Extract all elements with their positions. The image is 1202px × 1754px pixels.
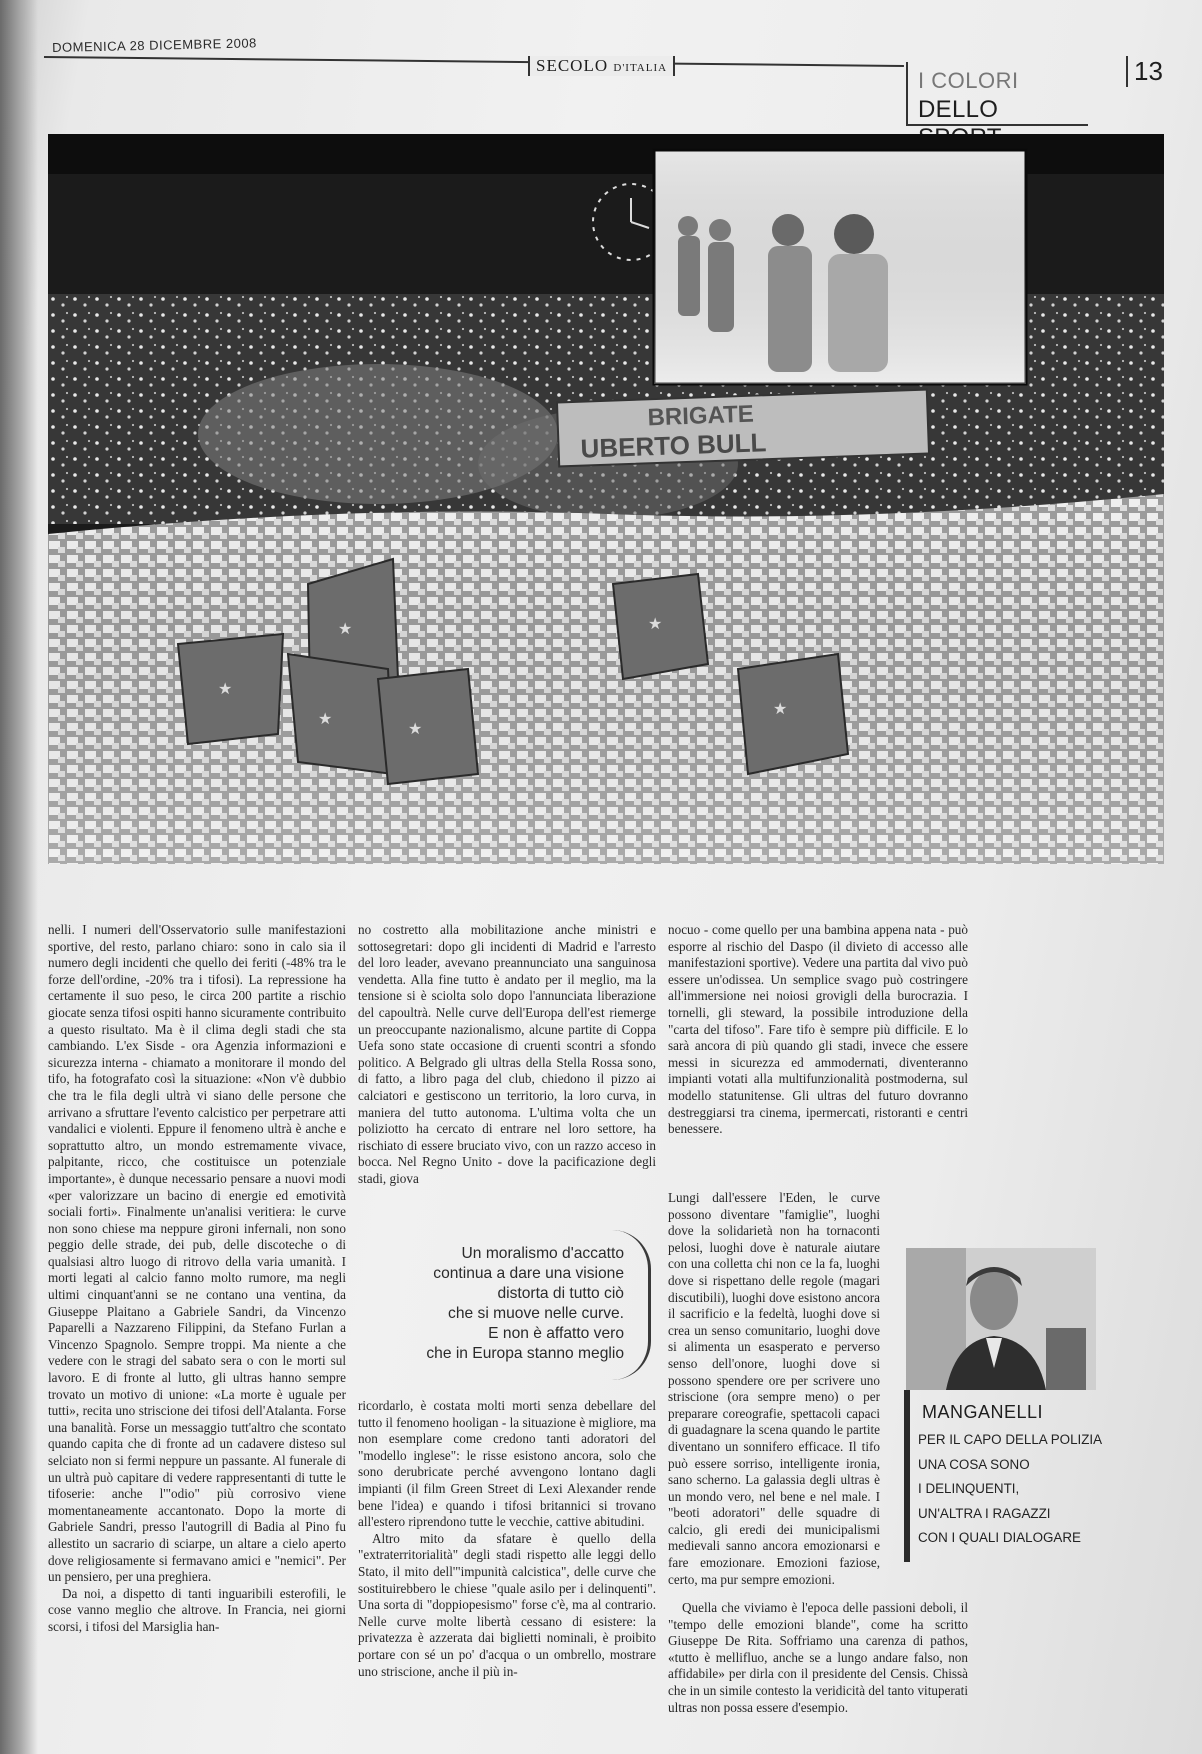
banner-line2: UBERTO BULL: [580, 427, 767, 464]
svg-text:★: ★: [338, 619, 353, 638]
article-column-2-bottom: [358, 1398, 656, 1738]
newspaper-masthead: [528, 56, 675, 76]
svg-text:★: ★: [218, 679, 233, 698]
section-title-line1: I COLORI: [918, 68, 1019, 93]
manganelli-photo: [906, 1248, 1096, 1390]
pull-quote: [368, 1244, 624, 1364]
caption-line: I DELINQUENTI,: [918, 1481, 1020, 1497]
article-column-3-top: [668, 922, 968, 1190]
masthead-main: SECOLO: [536, 56, 609, 75]
article-paragraph: nocuo - come quello per una bambina appena nata - può esporre al rischio del Daspo (il divieto di accesso alle manifestazioni sportive). Vedere una partita dal vivo può essere un'odissea. Un semplice svago può costringere all'immersione nei noiosi grovigli della burocrazia. I tornelli, gli steward, la possibile introduzione della "carta del tifoso". Fare tifo è sempre più difficile. E lo sarà ancora di più quando gli stadi, invece che essere messi in sicurezza ed ammodernati, diventeranno impianti votati alla multifunzionalità postmoderna, sul modello statunitense. Gli ultras del futuro dovranno destreggiarsi tra cinema, ipermercati, ristoranti e centri benessere.: [668, 922, 968, 1137]
portrait-illustration: [906, 1248, 1096, 1390]
article-paragraph: Altro mito da sfatare è quello della "extraterritorialità" degli stadi rispetto alle leggi dello Stato, il mito dell'"impunità calcistica", delle curve che sostituirebbero le chiese "quale asilo per i delinquenti". Una sorta di "doppiopesismo" forse c'è, ma al contrario. Nelle curve molte libertà cessano di esistere: la privatezza è azzerata dai biglietti nominali, è proibito portare con sé un po' d'acqua o un ombrello, mostrare uno striscione, anche il più in-: [358, 1530, 656, 1679]
article-paragraph: Da noi, a dispetto di tanti inguaribili esterofili, le cose vanno meglio che altrove. In Francia, nei giorni scorsi, i tifosi del Marsiglia han-: [48, 1585, 346, 1634]
caption-line: UN'ALTRA I RAGAZZI: [918, 1505, 1051, 1521]
pull-quote-line: E non è affatto vero: [488, 1325, 624, 1342]
pull-quote-line: che in Europa stanno meglio: [426, 1345, 624, 1362]
article-column-3-middle: [668, 1190, 880, 1588]
article-paragraph: Quella che viviamo è l'epoca delle passioni deboli, il "tempo delle emozioni blande", come ha scritto Giuseppe De Rita. Soffriamo una carenza di pathos, «tutto è mellifluo, anche se a lungo andare falso, non affidabile» per dirla con il presidente del Censis. Chissà che in un simile contesto la veridicità del tanto vituperati ultras non possa essere d'esempio.: [668, 1600, 968, 1715]
page-spine-shadow: [0, 0, 38, 1754]
pull-quote-line: che si muove nelle curve.: [448, 1305, 624, 1322]
banner-line1: BRIGATE: [647, 400, 755, 432]
svg-text:★: ★: [773, 699, 788, 718]
page-number: 13: [1126, 56, 1163, 87]
stadium-illustration: [48, 134, 1164, 864]
sidebar-title: MANGANELLI: [922, 1402, 1044, 1422]
svg-text:★: ★: [318, 709, 333, 728]
pull-quote-line: distorta di tutto ciò: [497, 1285, 624, 1302]
article-column-1: [48, 922, 346, 1742]
ultras-banner: [557, 390, 929, 467]
caption-line: CON I QUALI DIALOGARE: [918, 1530, 1081, 1546]
sidebar-rule: [904, 1390, 910, 1562]
article-paragraph: no costretto alla mobilitazione anche ministri e sottosegretari: dopo gli incidenti di Madrid e l'arresto del loro leader, avevano preannunciato una sanguinosa vendetta. Alla fine tutto è andato per il meglio, ma la tensione si è sciolta solo dopo l'annunciata liberazione del capoultrà. Nelle curve dell'Europa dell'est riemerge un preoccupante nazionalismo, alcune partite di Coppa Uefa sono state occasione di cruenti scontri a sfondo politico. A Belgrado gli ultras della Stella Rossa sono, di fatto, a libro paga del club, chiedono il pizzo ai calciatori e gestiscono un territorio, la loro curva, in maniera del tutto autonoma. L'ultima volta che un poliziotto ha cercato di entrare nel loro settore, ha rischiato di essere bruciato vivo, con un razzo acceso in bocca. Nel Regno Unito - dove la pacificazione degli stadi, giova: [358, 922, 656, 1186]
svg-text:★: ★: [648, 614, 663, 633]
article-column-3-bottom: [668, 1600, 968, 1716]
pull-quote-line: Un moralismo d'accatto: [461, 1245, 624, 1262]
sidebar-caption: [918, 1428, 1103, 1551]
svg-text:★: ★: [408, 719, 423, 738]
article-column-2-top: [358, 922, 656, 1186]
issue-date: DOMENICA 28 DICEMBRE 2008: [52, 35, 257, 55]
section-title-line2: DELLO: [918, 96, 999, 123]
pull-quote-line: continua a dare una visione: [433, 1265, 624, 1282]
article-paragraph: Lungi dall'essere l'Eden, le curve possono diventare "famiglie", luoghi dove la solidarietà non ha tornaconti pelosi, luoghi dove è naturale aiutare con una colletta chi non ce la fa, luoghi dove si rispettano delle regole (magari discutibili), luoghi dove esistono ancora il sacrificio e la fedeltà, luoghi dove si crea un senso comunitario, luoghi dove si alimenta un esasperato e perverso senso dell'onore, luoghi dove si possono spendere ore per scrivere uno striscione (ora sempre meno) o per preparare coreografie, spettacoli capaci di guadagnare la scena quando le partite diventano un sonnifero efficace. Il tifo può essere sorriso, intelligente ironia, sano scherno. La galassia degli ultras è un mondo vero, nel bene e nel male. I "beoti adoratori" delle squadre di calcio, gli eredi dei municipalismi medievali sanno ancora emozionarsi e fare emozionare. Emozioni faziose, certo, ma pur sempre emozioni.: [668, 1190, 880, 1587]
masthead-sub: D'ITALIA: [613, 62, 668, 74]
caption-line: UNA COSA SONO: [918, 1456, 1030, 1472]
stadium-video-screen: [654, 150, 1026, 384]
stadium-photo: [48, 134, 1164, 864]
caption-line: PER IL CAPO DELLA POLIZIA: [918, 1432, 1103, 1447]
article-paragraph: ricordarlo, è costata molti morti senza debellare del tutto il fenomeno hooligan - la situazione è migliore, ma non esemplare come credono tanti adoratori del "modello inglese": le risse esistono ancora, solo che sono derubricate perché avvengono lontano dagli impianti (il film Green Street di Lexi Alexander rende bene l'idea) e quando i tifosi britannici si trovano all'estero riprendono tutte le vecchie, cattive abitudini.: [358, 1398, 656, 1530]
article-paragraph: nelli. I numeri dell'Osservatorio sulle manifestazioni sportive, del resto, parlano chiaro: sono in calo sia il numero degli incidenti che quello dei feriti (-48% tra le forze dell'ordine, -20% tra i tifosi). La repressione ha certamente il suo peso, le circa 200 partite a rischio giocate senza tifosi ospiti hanno sicuramente contribuito a questo risultato. Ma è il clima degli stadi che sta cambiando. L'ex Sisde - ora Agenzia informazioni e sicurezza interna - chiamato a monitorare il mondo del tifo, ha fotografato così la situazione: «Non v'è dubbio che tra le fila degli ultrà vi siano delle persone che arrivano a sfruttare l'evento calcistico per perpetrare atti vandalici e violenti. Eppure il fenomeno ultrà è anche e soprattutto altro, un mondo estremamente vivace, palpitante, ricco, che costituisce un potenziale importante», è dunque necessario pensare a nuovi modi «per valorizzare un bacino di energie ed emotività sociali forti». Finalmente un'analisi veritiera: le curve non sono chiese ma neppure gironi infernali, non sono peggio delle strade, dei pub, delle discoteche o di qualsiasi altro luogo di ritrovo della varia umanità. I morti legati al calcio fanno molto rumore, ma negli ultimi cinquant'anni se ne contano una ventina, da Giuseppe Plaitano a Gabriele Sandri, da Vincenzo Paparelli a Nazzareno Filippini, da Stefano Furlan a Vincenzo Spagnolo. Sempre troppi. Ma niente a che vedere con le stragi del sabato sera o con le morti sul lavoro. E di fronte al lutto, gli ultras hanno sempre trovato un motivo di unione: «La morte è uguale per tutti», recita uno striscione dei tifosi dell'Atalanta. Forse una banalità. Forse un messaggio tutt'altro che scontato quando capita che di fronte ad un cadavere disteso sul selciato non si fermi neppure un passante. Al funerale di un ultrà può capitare di vedere rappresentanti di tutte le tifoserie: anche l'"odio" più corrosivo viene momentaneamente accantonato. Dopo la morte di Gabriele Sandri, presso l'autogrill di Badia al Pino fu allestito un sacrario di sciarpe, un altare a cielo aperto dove religiosamente si fermavano amici e "nemici". Per un pensiero, per una preghiera.: [48, 922, 346, 1585]
section-header: [906, 62, 1088, 126]
